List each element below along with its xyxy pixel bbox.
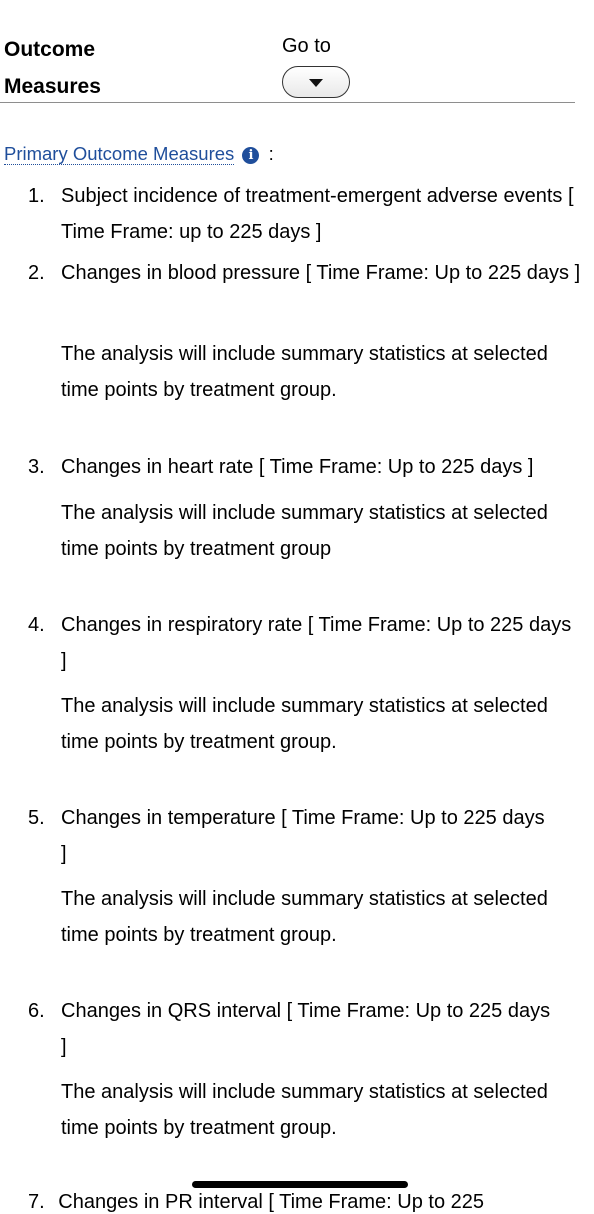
measure-title: Changes in respiratory rate [ Time Frame: Up to 225 days ]	[61, 614, 572, 672]
measure-title: Changes in blood pressure [ Time Frame: Up to 225 days ]	[61, 262, 581, 284]
goto-dropdown-button[interactable]	[282, 66, 350, 98]
home-indicator[interactable]	[192, 1181, 408, 1188]
list-item-number: 4.	[28, 614, 45, 636]
measure-title: Changes in heart rate [ Time Frame: Up to 225 days ]	[61, 456, 534, 478]
measure-title: Subject incidence of treatment-emergent adverse events [ Time Frame: up to 225 days ]	[61, 185, 574, 243]
measure-title: Changes in temperature [ Time Frame: Up to 225 days ]	[61, 807, 545, 865]
outcome-measures-header	[0, 0, 575, 103]
list-item-number: 1.	[28, 185, 45, 207]
list-item-number: 6.	[28, 1000, 45, 1022]
measure-title: Changes in QRS interval [ Time Frame: Up to 225 days ]	[61, 1000, 551, 1058]
goto-label: Go to	[282, 35, 331, 57]
goto-control	[282, 33, 354, 59]
section-title: Outcome Measures	[4, 38, 101, 98]
measure-description: The analysis will include summary statistics at selected time points by treatment group.	[61, 343, 548, 401]
list-item-number: 2.	[28, 262, 45, 284]
info-icon[interactable]: i	[242, 147, 259, 164]
primary-outcome-measures-link[interactable]: Primary Outcome Measures	[4, 143, 235, 164]
primary-outcome-measures-heading	[4, 141, 274, 167]
measure-description: The analysis will include summary statistics at selected time points by treatment group.	[61, 888, 548, 946]
list-item-number: 5.	[28, 807, 45, 829]
measure-description: The analysis will include summary statistics at selected time points by treatment group.	[61, 695, 548, 753]
measure-description: The analysis will include summary statistics at selected time points by treatment group.	[61, 1081, 548, 1139]
list-item-number: 7.	[28, 1191, 45, 1213]
list-item	[0, 1189, 594, 1213]
heading-colon: :	[268, 143, 274, 164]
list-item-number: 3.	[28, 456, 45, 478]
chevron-down-icon	[309, 79, 323, 87]
measure-title: Changes in PR interval [ Time Frame: Up to 225	[58, 1191, 484, 1213]
measure-description: The analysis will include summary statistics at selected time points by treatment group	[61, 502, 548, 560]
